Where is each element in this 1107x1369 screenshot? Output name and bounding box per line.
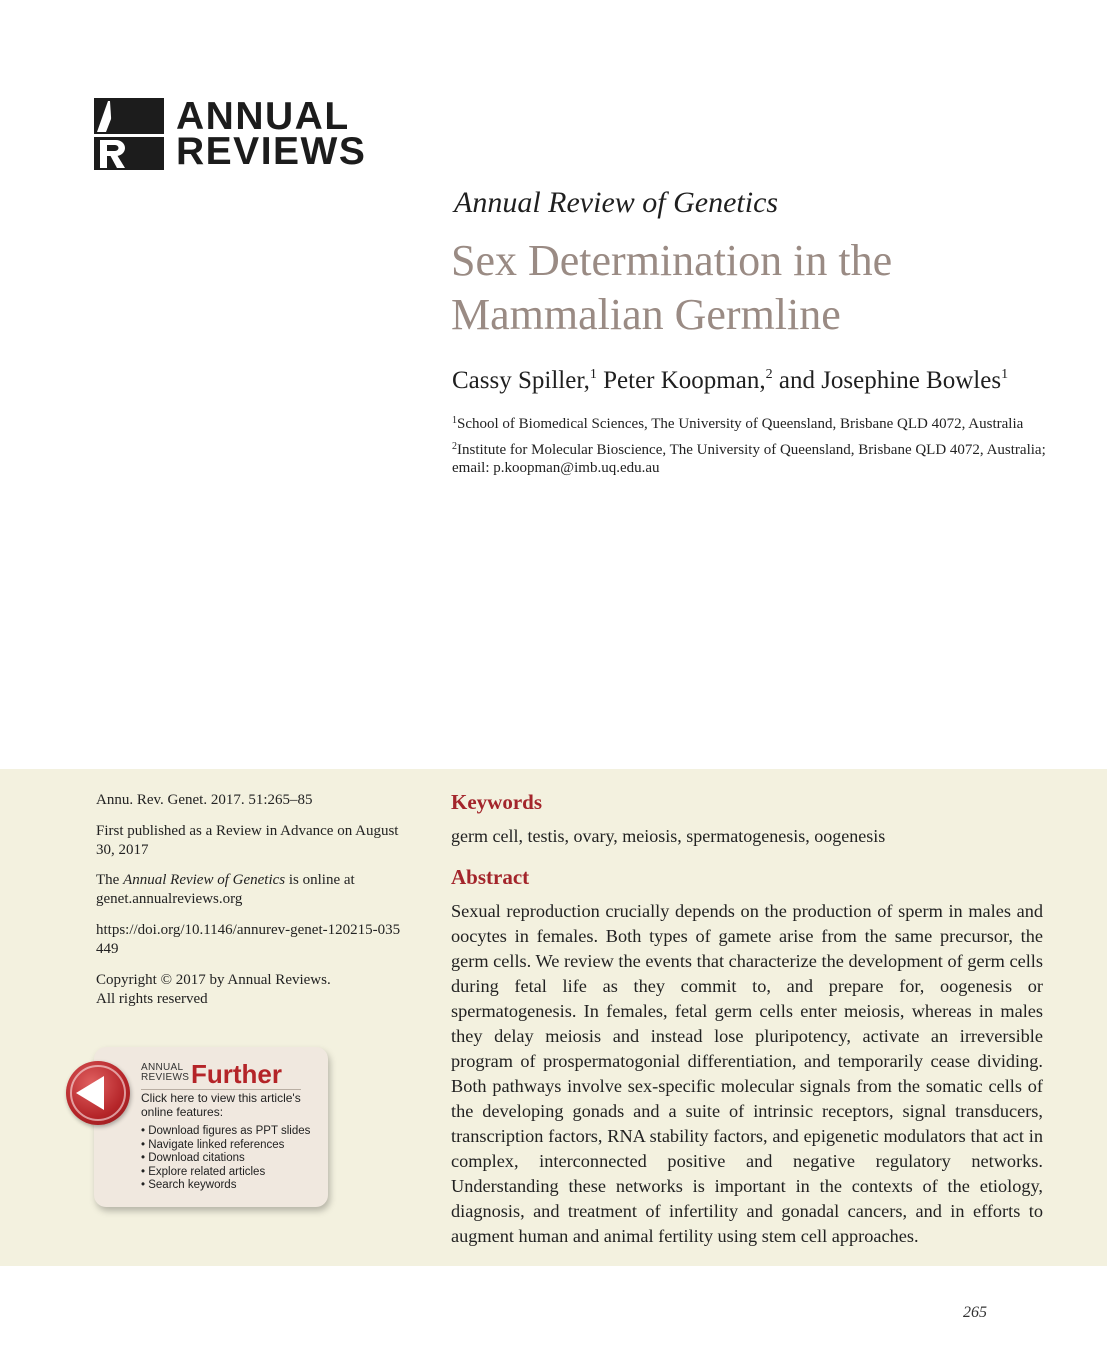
online-info — [96, 871, 406, 909]
further-click-rest: to view this article's online features: — [141, 1091, 301, 1119]
ar-logo-mark-icon — [94, 98, 164, 170]
first-published: First published as a Review in Advance on August 30, 2017 — [96, 823, 399, 858]
further-annual: ANNUAL — [141, 1062, 184, 1073]
abstract-heading: Abstract — [451, 865, 530, 889]
list-item: • Explore related articles — [141, 1166, 310, 1180]
further-annual-reviews-label — [141, 1063, 189, 1083]
affiliation — [452, 412, 1052, 433]
online-journal: Annual Review of Genetics — [123, 872, 286, 888]
further-title: Further — [191, 1059, 282, 1089]
affiliation-sup: 2 — [452, 441, 457, 452]
author-name: and Josephine Bowles — [778, 367, 1002, 394]
affiliation — [452, 438, 1052, 477]
online-suffix[interactable]: is online at genet.annualreviews.org — [96, 872, 355, 907]
further-divider — [141, 1089, 301, 1090]
list-item: • Navigate linked references — [141, 1139, 310, 1153]
author-affil-sup: 2 — [765, 367, 773, 382]
rights-reserved: All rights reserved — [96, 991, 208, 1007]
left-arrow-icon — [66, 1061, 130, 1125]
further-description — [141, 1091, 321, 1119]
logo-line-annual: ANNUAL — [176, 95, 350, 138]
annual-reviews-logo — [94, 95, 367, 173]
copyright: Copyright © 2017 by Annual Reviews. — [96, 972, 331, 988]
citation: Annu. Rev. Genet. 2017. 51:265–85 — [96, 792, 313, 808]
affiliation-text: School of Biomedical Sciences, The University of Queensland, Brisbane QLD 4072, Australia — [457, 416, 1024, 432]
author-affil-sup: 1 — [589, 367, 597, 382]
affiliation-text: Institute for Molecular Bioscience, The University of Queensland, Brisbane QLD 4072, Australia; email: p.koopman@imb.uq.edu.au — [452, 442, 1046, 476]
journal-name: Annual Review of Genetics — [454, 186, 779, 219]
logo-wordmark — [176, 95, 367, 173]
list-item: • Search keywords — [141, 1179, 310, 1193]
list-item: • Download citations — [141, 1152, 310, 1166]
online-prefix: The — [96, 872, 120, 888]
author-list — [452, 367, 1008, 395]
further-reviews: REVIEWS — [141, 1072, 190, 1083]
keywords-heading: Keywords — [451, 790, 542, 814]
doi-link[interactable]: https://doi.org/10.1146/annurev-genet-120215-035449 — [96, 922, 401, 957]
affiliation-sup: 1 — [452, 415, 457, 426]
page-number: 265 — [963, 1304, 987, 1321]
keywords-list: germ cell, testis, ovary, meiosis, spermatogenesis, oogenesis — [451, 826, 886, 846]
author-name: Peter Koopman, — [603, 367, 766, 394]
click-here-link[interactable]: Click here — [141, 1091, 195, 1105]
abstract-text: Sexual reproduction crucially depends on the production of sperm in males and oocytes in females. Both types of gamete arise from the same precursor, the germ cells. We review the events that characterize the development of germ cells during fetal life as they commit to, and prepare for, oogenesis or spermatogenesis. In females, fetal germ cells enter meiosis, whereas in males they delay meiosis and instead lose pluripotency, activate an irreversible program of prospermatogonial differentiation, and temporarily cease dividing. Both pathways involve sex-specific molecular signals from the somatic cells of the developing gonads and a suite of intrinsic receptors, signal transducers, transcription factors, RNA stability factors, and epigenetic modulators that act in complex, interconnected positive and negative regulatory networks. Understanding these networks is important in the contexts of the etiology, diagnosis, and treatment of infertility and gonadal cancers, and in efforts to augment human and animal fertility using stem cell approaches. — [451, 901, 1043, 1246]
list-item: • Download figures as PPT slides — [141, 1125, 310, 1139]
author-affil-sup: 1 — [1001, 367, 1009, 382]
further-play-button[interactable] — [66, 1061, 130, 1125]
author-name: Cassy Spiller, — [452, 367, 590, 394]
further-feature-list — [141, 1125, 310, 1193]
logo-line-reviews: REVIEWS — [176, 130, 367, 173]
article-title: Sex Determination in the Mammalian Germline — [451, 236, 893, 339]
